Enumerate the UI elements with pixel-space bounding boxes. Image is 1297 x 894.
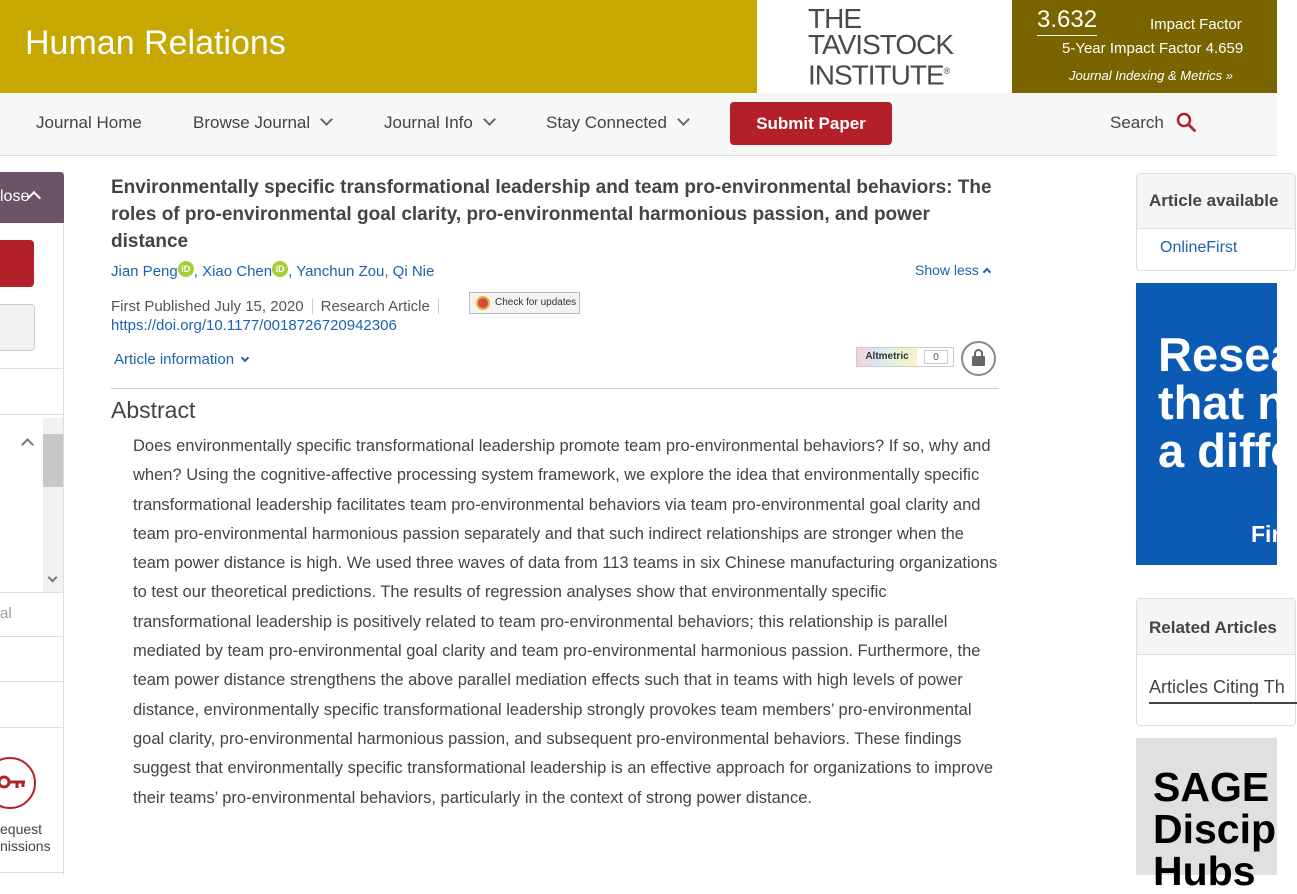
nav-label: Journal Home bbox=[36, 113, 142, 132]
impact-factor-panel bbox=[1012, 0, 1277, 93]
sidebar-primary-button[interactable] bbox=[0, 240, 34, 287]
tavistock-logo[interactable] bbox=[757, 0, 1012, 93]
impact-factor-value: 3.632 bbox=[1037, 6, 1097, 36]
close-sidebar-button[interactable] bbox=[0, 172, 64, 223]
logo-text bbox=[808, 3, 954, 91]
request-line-1: equest bbox=[0, 821, 43, 837]
altmetric-score: 0 bbox=[924, 350, 948, 364]
journal-indexing-link[interactable]: Journal Indexing & Metrics » bbox=[1069, 68, 1234, 83]
author-link[interactable]: Yanchun Zou bbox=[296, 263, 385, 280]
submit-paper-button[interactable]: Submit Paper bbox=[730, 102, 892, 145]
check-updates-label: Check for updates bbox=[495, 297, 577, 308]
logo-line-1: THE bbox=[808, 3, 861, 34]
abstract-heading: Abstract bbox=[111, 397, 196, 423]
sidebar-partial-text: al bbox=[0, 605, 12, 622]
nav-label: Browse Journal bbox=[193, 113, 311, 132]
abstract-text: Does environmentally specific transformational leadership promote team pro-environmental behaviors? If so, why and when? Using the cognitive-affective processing system framework, we explore the idea that environmentally specific transformational leadership facilitates team pro-environmental behaviors via team pro-environmental goal clarity and team pro-environmental harmonious passion separately and that such indirect relationships are stronger when the team power distance is high. We used three waves of data from 113 teams in six Chinese manufacturing organizations to test our theoretical predictions. The results of regression analyses show that environmentally specific transformational leadership is positively related to team pro-environmental behaviors; this relationship is parallel mediated by team pro-environmental goal clarity and team pro-environmental harmonious passion. Furthermore, the team power distance strengthens the above parallel mediation effects such that in teams with high levels of power distance, environmentally specific transformational leadership strongly provokes team members’ pro-environmental goal clarity, pro-environmental harmonious passion, and subsequent pro-environmental behaviors. These findings suggest that environmentally specific transformational leadership is an effective approach for organizations to improve their teams’ pro-environmental behaviors, particularly in the context of strong power distance. bbox=[133, 437, 998, 807]
divider bbox=[0, 636, 63, 637]
author-list: Jian Peng iD , Xiao Chen iD , Yanchun Zou, Qi Nie bbox=[111, 263, 435, 280]
journal-title[interactable]: Human Relations bbox=[25, 24, 286, 62]
ad-line: that n bbox=[1158, 376, 1286, 429]
journal-banner bbox=[0, 0, 1277, 93]
tab-articles-citing[interactable]: Articles Citing Th bbox=[1149, 677, 1285, 697]
search-link[interactable]: Search bbox=[1110, 113, 1164, 132]
doi-link[interactable]: https://doi.org/10.1177/0018726720942306 bbox=[111, 317, 397, 334]
article-availability-panel bbox=[1136, 173, 1296, 271]
divider bbox=[438, 298, 439, 314]
sage-discipline-hubs-ad[interactable] bbox=[1136, 738, 1277, 894]
orcid-icon[interactable]: iD bbox=[178, 261, 194, 277]
nav-stay-connected[interactable] bbox=[546, 113, 688, 133]
article-title: Environmentally specific transformational leadership and team pro-environmental behaviors: The roles of pro-environmental goal clarity, pro-environmental harmonious passion, and power distance bbox=[111, 177, 992, 252]
nav-label: Stay Connected bbox=[546, 113, 667, 132]
divider bbox=[0, 727, 63, 728]
article-type: Research Article bbox=[320, 298, 430, 315]
sidebar-secondary-button[interactable] bbox=[0, 304, 35, 351]
tab-underline bbox=[1149, 702, 1297, 704]
ad-line: Resea bbox=[1158, 328, 1297, 381]
author-link[interactable]: Jian Peng bbox=[111, 263, 178, 280]
article-info-label: Article information bbox=[114, 351, 235, 368]
impact-factor-label: Impact Factor bbox=[1150, 16, 1242, 33]
lock-icon-body bbox=[972, 356, 985, 366]
logo-line-3-text: INSTITUTE bbox=[808, 59, 944, 91]
sage-ad-text bbox=[1153, 766, 1276, 892]
logo-line-2: TAVISTOCK bbox=[808, 29, 954, 60]
author-link[interactable]: Qi Nie bbox=[392, 263, 435, 280]
nav-browse-journal[interactable] bbox=[193, 113, 331, 133]
author-link[interactable]: Xiao Chen bbox=[202, 263, 273, 280]
check-for-updates-button[interactable] bbox=[469, 292, 580, 314]
chevron-down-icon bbox=[677, 113, 690, 126]
logo-registered-mark: ® bbox=[943, 66, 950, 76]
availability-heading: Article available bbox=[1137, 174, 1295, 229]
nav-label: Journal Info bbox=[384, 113, 473, 132]
key-icon bbox=[0, 772, 28, 794]
sage-line: Discip bbox=[1153, 806, 1277, 852]
close-label: lose bbox=[0, 188, 30, 205]
article-information-toggle[interactable] bbox=[114, 351, 248, 368]
show-less-label: Show less bbox=[915, 262, 979, 278]
nav-journal-info[interactable] bbox=[384, 113, 494, 133]
chevron-up-icon bbox=[27, 191, 41, 205]
crossmark-icon bbox=[476, 296, 490, 310]
ad-headline bbox=[1158, 328, 1297, 477]
chevron-down-icon bbox=[320, 113, 333, 126]
request-line-2: nissions bbox=[0, 838, 51, 854]
nav-journal-home[interactable] bbox=[36, 113, 142, 133]
altmetric-badge[interactable] bbox=[856, 347, 954, 367]
chevron-down-icon bbox=[241, 354, 249, 362]
logo-line-3 bbox=[808, 58, 953, 91]
research-ad-banner[interactable] bbox=[1136, 283, 1297, 565]
banner-title-area[interactable] bbox=[0, 0, 757, 93]
sage-line: Hubs bbox=[1153, 848, 1256, 894]
orcid-icon[interactable]: iD bbox=[272, 261, 288, 277]
divider bbox=[0, 872, 63, 873]
search-icon[interactable] bbox=[1176, 112, 1196, 132]
publication-info bbox=[111, 295, 447, 315]
related-articles-panel bbox=[1136, 598, 1296, 726]
altmetric-label: Altmetric bbox=[857, 348, 917, 366]
show-less-link[interactable] bbox=[915, 262, 990, 278]
divider bbox=[0, 414, 63, 415]
chevron-down-icon bbox=[483, 113, 496, 126]
scrollbar-thumb[interactable] bbox=[43, 434, 63, 487]
divider bbox=[0, 368, 63, 369]
divider bbox=[0, 592, 63, 593]
first-published: First Published July 15, 2020 bbox=[111, 298, 304, 315]
ad-cta-text: Fir bbox=[1251, 521, 1281, 547]
chevron-up-icon bbox=[983, 268, 991, 276]
main-nav bbox=[0, 93, 1277, 156]
five-year-impact-factor: 5-Year Impact Factor 4.659 bbox=[1062, 40, 1244, 57]
related-articles-heading: Related Articles bbox=[1137, 599, 1295, 655]
ad-line: a diffe bbox=[1158, 424, 1297, 477]
onlinefirst-link[interactable]: OnlineFirst bbox=[1160, 239, 1238, 256]
request-permissions-label[interactable] bbox=[0, 821, 51, 855]
divider bbox=[312, 298, 313, 314]
divider bbox=[0, 681, 63, 682]
sage-line: SAGE bbox=[1153, 764, 1270, 810]
divider bbox=[111, 388, 999, 389]
